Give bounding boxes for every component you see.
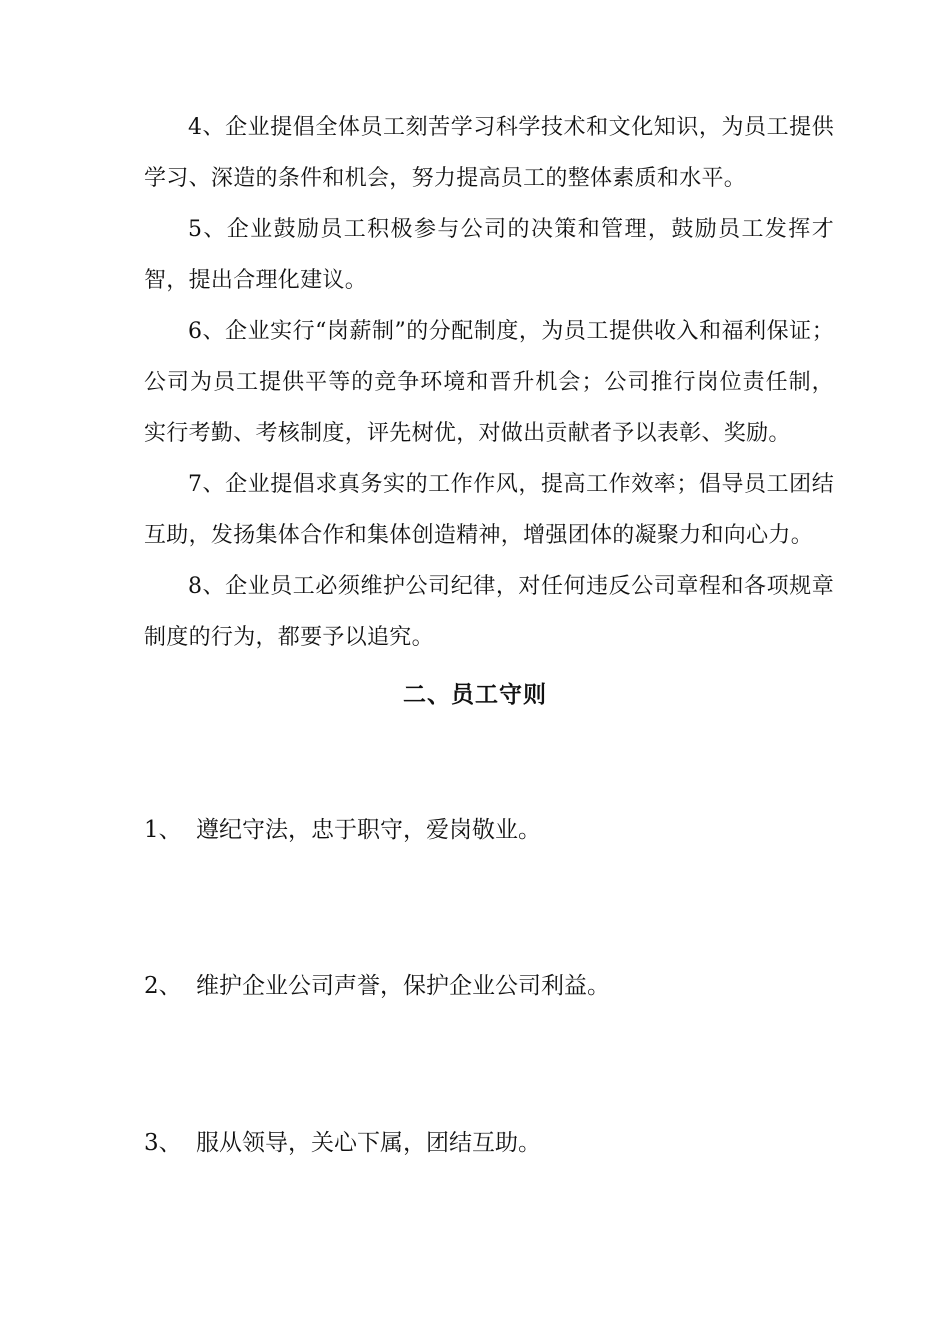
rule-item-3 — [144, 1128, 834, 1158]
rule-text: 服从领导，关心下属，团结互助。 — [196, 1130, 541, 1156]
rule-text: 遵纪守法，忠于职守，爱岗敬业。 — [196, 817, 541, 843]
section-heading: 二、员工守则 — [403, 681, 547, 708]
paragraph-7: 7、企业提倡求真务实的工作作风，提高工作效率；倡导员工团结互助，发扬集体合作和集体创造精神，增强团体的凝聚力和向心力。 — [144, 472, 834, 548]
rule-number: 3、 — [144, 1130, 182, 1156]
rule-item-2 — [144, 971, 834, 1001]
rule-number: 1、 — [144, 817, 182, 843]
paragraph-5: 5、企业鼓励员工积极参与公司的决策和管理，鼓励员工发挥才智，提出合理化建议。 — [144, 217, 834, 293]
rule-item-1 — [144, 815, 834, 845]
paragraph-6: 6、企业实行“岗薪制”的分配制度，为员工提供收入和福利保证；公司为员工提供平等的竞争环境和晋升机会；公司推行岗位责任制，实行考勤、考核制度，评先树优，对做出贡献者予以表彰、奖励。 — [144, 319, 834, 446]
paragraph-8: 8、企业员工必须维护公司纪律，对任何违反公司章程和各项规章制度的行为，都要予以追究。 — [144, 574, 834, 650]
rule-number: 2、 — [144, 973, 182, 999]
rule-text: 维护企业公司声誉，保护企业公司利益。 — [196, 973, 610, 999]
paragraph-4: 4、企业提倡全体员工刻苦学习科学技术和文化知识，为员工提供学习、深造的条件和机会，努力提高员工的整体素质和水平。 — [144, 115, 834, 191]
